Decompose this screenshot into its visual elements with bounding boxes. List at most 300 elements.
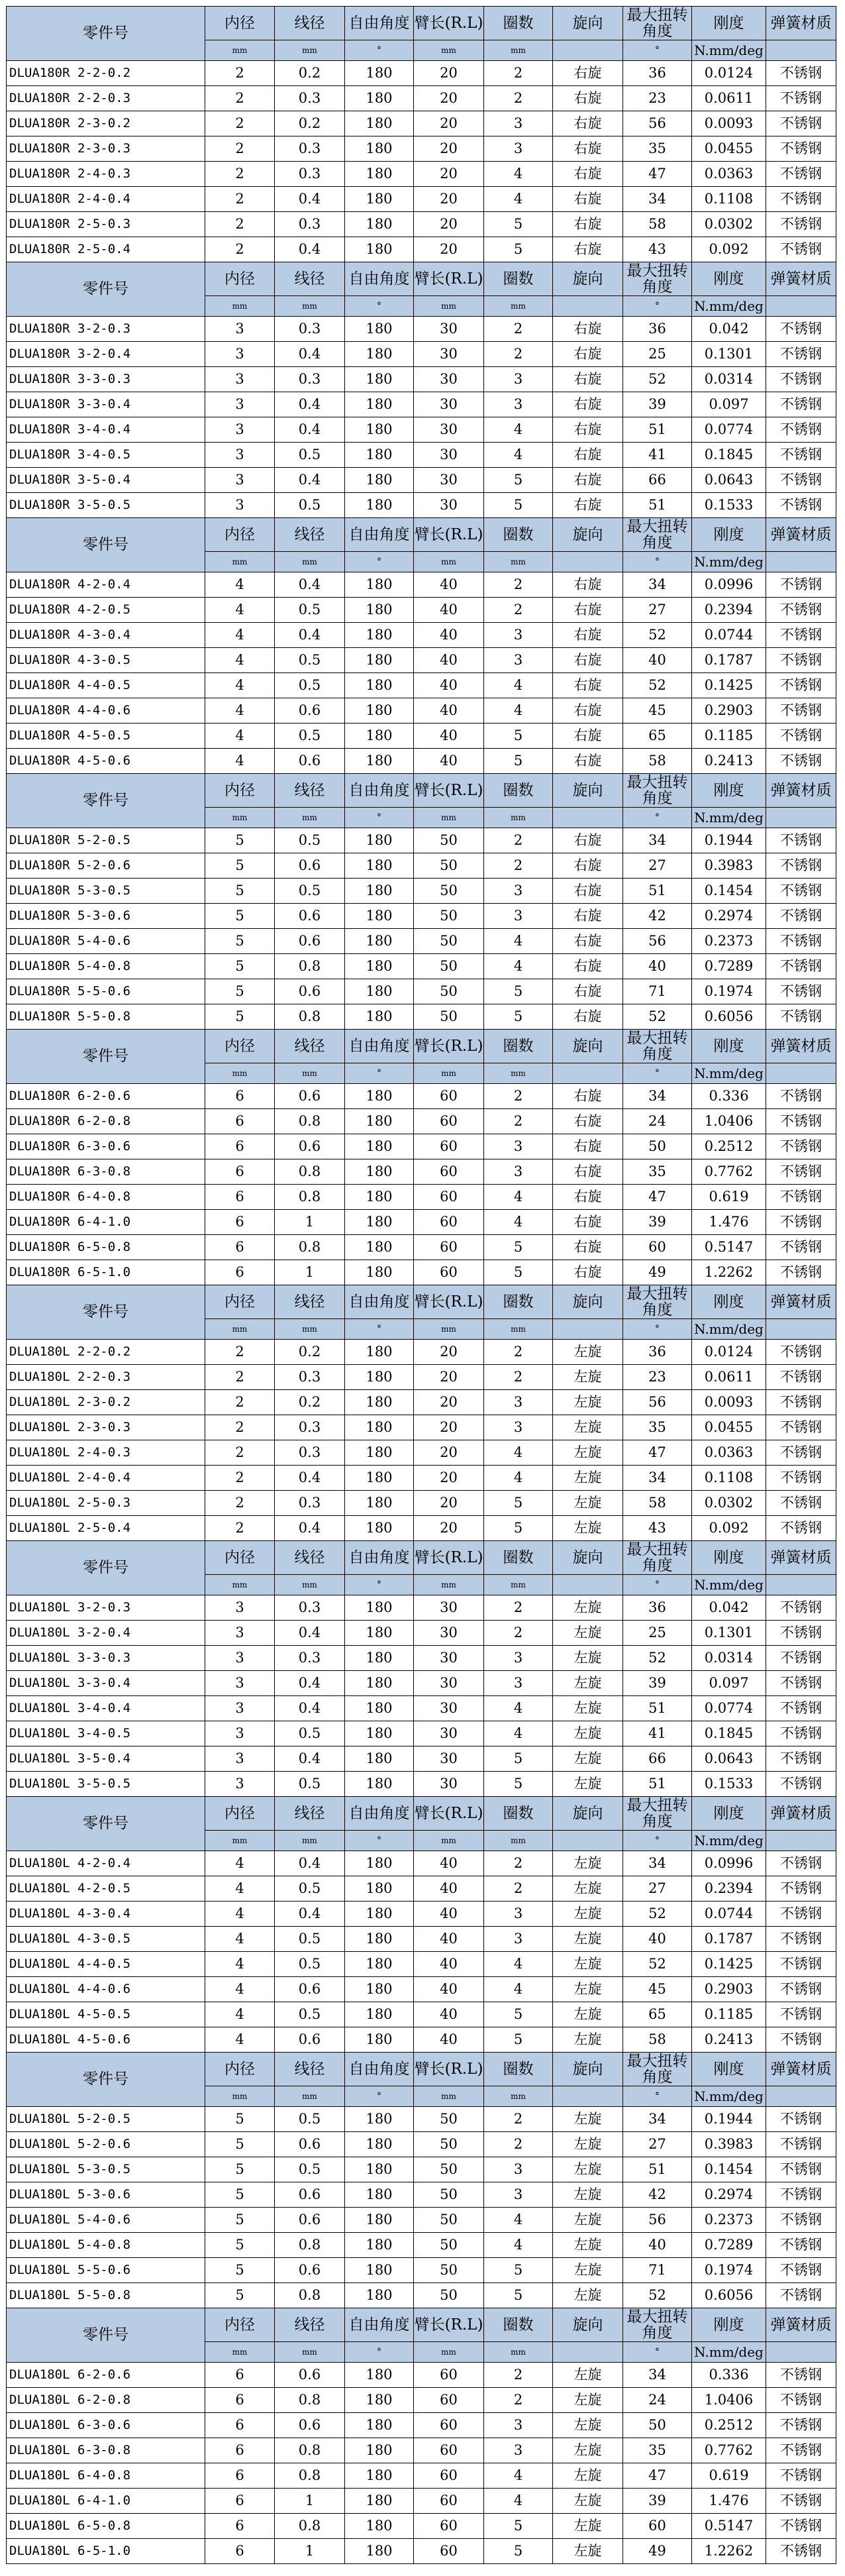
table-row: [7, 2182, 836, 2208]
cell-max-torsion-angle: 42: [623, 2182, 692, 2208]
cell-stiffness: 0.0455: [692, 1415, 766, 1440]
cell-direction: 右旋: [553, 417, 623, 443]
cell-direction: 左旋: [553, 1415, 623, 1440]
cell-wire-dia: 0.8: [275, 2438, 345, 2463]
cell-coils: 5: [484, 212, 553, 237]
cell-stiffness: 0.0093: [692, 1390, 766, 1415]
unit-stiffness: N.mm/deg: [692, 40, 766, 61]
table-row: [7, 1876, 836, 1902]
cell-wire-dia: 0.5: [275, 598, 345, 623]
cell-max-torsion-angle: 49: [623, 2539, 692, 2564]
table-row: [7, 2489, 836, 2514]
cell-wire-dia: 0.4: [275, 417, 345, 443]
cell-direction: 左旋: [553, 1671, 623, 1696]
cell-free-angle: 180: [345, 2489, 414, 2514]
cell-wire-dia: 0.4: [275, 1621, 345, 1646]
cell-inner-dia: 2: [205, 1466, 275, 1491]
cell-direction: 左旋: [553, 2002, 623, 2027]
cell-free-angle: 180: [345, 2233, 414, 2258]
header-row: [7, 1285, 836, 1319]
cell-material: 不锈钢: [766, 1260, 836, 1285]
table-row: [7, 2514, 836, 2539]
header-direction: 旋向: [553, 1797, 623, 1831]
cell-arm-length: 50: [414, 979, 484, 1004]
cell-inner-dia: 2: [205, 1365, 275, 1390]
cell-stiffness: 0.7762: [692, 2438, 766, 2463]
header-arm-length: 臂长(R.L): [414, 1797, 484, 1831]
unit-stiffness: N.mm/deg: [692, 1063, 766, 1084]
cell-stiffness: 0.2512: [692, 2413, 766, 2438]
cell-part-no: DLUA180R 5-2-0.5: [7, 828, 205, 853]
cell-max-torsion-angle: 71: [623, 979, 692, 1004]
cell-direction: 右旋: [553, 828, 623, 853]
cell-part-no: DLUA180R 6-4-0.8: [7, 1185, 205, 1210]
cell-stiffness: 0.0611: [692, 86, 766, 111]
cell-wire-dia: 0.5: [275, 828, 345, 853]
cell-direction: 左旋: [553, 1876, 623, 1902]
cell-inner-dia: 3: [205, 1671, 275, 1696]
cell-material: 不锈钢: [766, 1621, 836, 1646]
cell-part-no: DLUA180R 3-3-0.4: [7, 392, 205, 417]
cell-stiffness: 1.0406: [692, 1109, 766, 1134]
cell-free-angle: 180: [345, 1415, 414, 1440]
cell-arm-length: 20: [414, 1466, 484, 1491]
unit-direction: [553, 808, 623, 828]
cell-max-torsion-angle: 71: [623, 2258, 692, 2283]
cell-arm-length: 50: [414, 2157, 484, 2182]
cell-free-angle: 180: [345, 417, 414, 443]
cell-direction: 左旋: [553, 2132, 623, 2157]
cell-max-torsion-angle: 35: [623, 136, 692, 162]
unit-direction: [553, 1831, 623, 1851]
cell-material: 不锈钢: [766, 2463, 836, 2489]
cell-part-no: DLUA180R 4-5-0.5: [7, 724, 205, 749]
cell-stiffness: 0.1108: [692, 187, 766, 212]
cell-part-no: DLUA180L 4-3-0.4: [7, 1902, 205, 1927]
unit-coils: mm: [484, 1575, 553, 1595]
table-row: [7, 2539, 836, 2564]
cell-direction: 左旋: [553, 1340, 623, 1365]
cell-arm-length: 30: [414, 1671, 484, 1696]
cell-stiffness: 0.092: [692, 237, 766, 262]
cell-max-torsion-angle: 56: [623, 929, 692, 954]
cell-coils: 3: [484, 1902, 553, 1927]
cell-direction: 左旋: [553, 1516, 623, 1541]
cell-stiffness: 0.1944: [692, 2107, 766, 2132]
cell-wire-dia: 0.6: [275, 1084, 345, 1109]
cell-max-torsion-angle: 56: [623, 111, 692, 136]
unit-coils: mm: [484, 808, 553, 828]
cell-part-no: DLUA180L 4-3-0.5: [7, 1927, 205, 1952]
cell-max-torsion-angle: 36: [623, 61, 692, 86]
header-direction: 旋向: [553, 7, 623, 40]
cell-max-torsion-angle: 36: [623, 317, 692, 342]
cell-inner-dia: 5: [205, 2258, 275, 2283]
cell-direction: 左旋: [553, 1440, 623, 1466]
table-row: [7, 879, 836, 904]
cell-wire-dia: 0.3: [275, 1440, 345, 1466]
cell-material: 不锈钢: [766, 2027, 836, 2053]
cell-part-no: DLUA180L 2-4-0.4: [7, 1466, 205, 1491]
cell-max-torsion-angle: 66: [623, 1746, 692, 1772]
cell-inner-dia: 4: [205, 648, 275, 673]
table-row: [7, 2463, 836, 2489]
cell-inner-dia: 6: [205, 2489, 275, 2514]
cell-free-angle: 180: [345, 1595, 414, 1621]
unit-arm-length: mm: [414, 40, 484, 61]
cell-max-torsion-angle: 39: [623, 1671, 692, 1696]
table-row: [7, 698, 836, 724]
cell-inner-dia: 2: [205, 1440, 275, 1466]
cell-material: 不锈钢: [766, 392, 836, 417]
cell-part-no: DLUA180R 4-5-0.6: [7, 749, 205, 774]
cell-wire-dia: 0.8: [275, 2388, 345, 2413]
cell-part-no: DLUA180L 4-2-0.4: [7, 1851, 205, 1876]
cell-part-no: DLUA180L 5-5-0.8: [7, 2283, 205, 2308]
unit-material: [766, 40, 836, 61]
unit-wire-dia: mm: [275, 808, 345, 828]
header-max-torsion-angle: 最大扭转角度: [623, 2308, 692, 2342]
cell-arm-length: 30: [414, 468, 484, 493]
cell-coils: 5: [484, 2027, 553, 2053]
header-part-no: 零件号: [7, 1541, 205, 1595]
unit-arm-length: mm: [414, 1063, 484, 1084]
cell-inner-dia: 5: [205, 2208, 275, 2233]
cell-inner-dia: 5: [205, 979, 275, 1004]
cell-free-angle: 180: [345, 598, 414, 623]
cell-arm-length: 20: [414, 1390, 484, 1415]
cell-direction: 右旋: [553, 237, 623, 262]
cell-direction: 左旋: [553, 1646, 623, 1671]
cell-coils: 3: [484, 2182, 553, 2208]
cell-coils: 2: [484, 1109, 553, 1134]
cell-direction: 左旋: [553, 2182, 623, 2208]
cell-free-angle: 180: [345, 1134, 414, 1159]
cell-max-torsion-angle: 51: [623, 879, 692, 904]
cell-part-no: DLUA180R 2-3-0.2: [7, 111, 205, 136]
table-row: [7, 2027, 836, 2053]
header-inner-dia: 内径: [205, 1797, 275, 1831]
cell-wire-dia: 0.5: [275, 493, 345, 518]
cell-stiffness: 0.0124: [692, 61, 766, 86]
cell-max-torsion-angle: 45: [623, 698, 692, 724]
cell-free-angle: 180: [345, 698, 414, 724]
header-inner-dia: 内径: [205, 518, 275, 552]
cell-wire-dia: 0.6: [275, 749, 345, 774]
cell-stiffness: 0.0996: [692, 1851, 766, 1876]
cell-free-angle: 180: [345, 2107, 414, 2132]
cell-coils: 2: [484, 2363, 553, 2388]
table-row: [7, 111, 836, 136]
cell-inner-dia: 5: [205, 853, 275, 879]
cell-material: 不锈钢: [766, 1134, 836, 1159]
cell-part-no: DLUA180L 6-5-1.0: [7, 2539, 205, 2564]
cell-free-angle: 180: [345, 1390, 414, 1415]
cell-stiffness: 0.5147: [692, 2514, 766, 2539]
cell-coils: 2: [484, 1595, 553, 1621]
cell-arm-length: 60: [414, 2489, 484, 2514]
cell-inner-dia: 6: [205, 2514, 275, 2539]
cell-wire-dia: 0.3: [275, 1415, 345, 1440]
header-part-no: 零件号: [7, 7, 205, 61]
cell-max-torsion-angle: 43: [623, 1516, 692, 1541]
cell-part-no: DLUA180R 3-4-0.4: [7, 417, 205, 443]
cell-wire-dia: 0.8: [275, 2283, 345, 2308]
unit-max-torsion-angle: °: [623, 1575, 692, 1595]
unit-coils: mm: [484, 1831, 553, 1851]
cell-stiffness: 0.0124: [692, 1340, 766, 1365]
unit-stiffness: N.mm/deg: [692, 552, 766, 572]
cell-part-no: DLUA180R 5-5-0.8: [7, 1004, 205, 1030]
unit-direction: [553, 2086, 623, 2107]
table-row: [7, 162, 836, 187]
cell-stiffness: 0.092: [692, 1516, 766, 1541]
cell-arm-length: 20: [414, 162, 484, 187]
header-max-torsion-angle: 最大扭转角度: [623, 1797, 692, 1831]
cell-direction: 右旋: [553, 187, 623, 212]
cell-arm-length: 50: [414, 2258, 484, 2283]
cell-coils: 2: [484, 853, 553, 879]
cell-part-no: DLUA180R 5-2-0.6: [7, 853, 205, 879]
cell-coils: 2: [484, 1340, 553, 1365]
cell-direction: 左旋: [553, 1621, 623, 1646]
cell-arm-length: 30: [414, 317, 484, 342]
cell-wire-dia: 0.3: [275, 86, 345, 111]
cell-wire-dia: 0.6: [275, 698, 345, 724]
cell-coils: 3: [484, 111, 553, 136]
header-coils: 圈数: [484, 1285, 553, 1319]
cell-free-angle: 180: [345, 2182, 414, 2208]
cell-wire-dia: 1: [275, 2489, 345, 2514]
cell-wire-dia: 0.5: [275, 2157, 345, 2182]
cell-arm-length: 20: [414, 1440, 484, 1466]
cell-coils: 5: [484, 1260, 553, 1285]
unit-wire-dia: mm: [275, 40, 345, 61]
cell-free-angle: 180: [345, 929, 414, 954]
cell-max-torsion-angle: 23: [623, 86, 692, 111]
table-row: [7, 1390, 836, 1415]
spring-spec-table: [6, 6, 836, 2564]
cell-stiffness: 0.1301: [692, 342, 766, 367]
table-row: [7, 417, 836, 443]
cell-wire-dia: 0.5: [275, 724, 345, 749]
cell-material: 不锈钢: [766, 724, 836, 749]
table-row: [7, 1772, 836, 1797]
cell-inner-dia: 6: [205, 2363, 275, 2388]
cell-stiffness: 0.336: [692, 1084, 766, 1109]
cell-max-torsion-angle: 27: [623, 2132, 692, 2157]
unit-stiffness: N.mm/deg: [692, 1319, 766, 1340]
table-row: [7, 2208, 836, 2233]
cell-wire-dia: 0.3: [275, 367, 345, 392]
cell-coils: 4: [484, 2208, 553, 2233]
cell-coils: 4: [484, 1952, 553, 1977]
cell-max-torsion-angle: 47: [623, 1440, 692, 1466]
cell-free-angle: 180: [345, 2002, 414, 2027]
header-max-torsion-angle: 最大扭转角度: [623, 7, 692, 40]
cell-stiffness: 0.1185: [692, 2002, 766, 2027]
cell-part-no: DLUA180R 5-3-0.6: [7, 904, 205, 929]
unit-inner-dia: mm: [205, 808, 275, 828]
cell-arm-length: 60: [414, 1109, 484, 1134]
cell-wire-dia: 0.6: [275, 1977, 345, 2002]
cell-max-torsion-angle: 52: [623, 2283, 692, 2308]
cell-wire-dia: 0.2: [275, 61, 345, 86]
cell-free-angle: 180: [345, 1876, 414, 1902]
cell-max-torsion-angle: 47: [623, 2463, 692, 2489]
unit-material: [766, 1575, 836, 1595]
header-arm-length: 臂长(R.L): [414, 1541, 484, 1575]
cell-material: 不锈钢: [766, 979, 836, 1004]
cell-inner-dia: 4: [205, 1876, 275, 1902]
cell-direction: 右旋: [553, 1260, 623, 1285]
header-coils: 圈数: [484, 518, 553, 552]
cell-arm-length: 40: [414, 724, 484, 749]
cell-max-torsion-angle: 56: [623, 2208, 692, 2233]
table-row: [7, 904, 836, 929]
header-free-angle: 自由角度: [345, 262, 414, 296]
cell-material: 不锈钢: [766, 1851, 836, 1876]
cell-free-angle: 180: [345, 673, 414, 698]
cell-arm-length: 30: [414, 342, 484, 367]
cell-max-torsion-angle: 34: [623, 2107, 692, 2132]
cell-stiffness: 0.0774: [692, 1696, 766, 1721]
cell-arm-length: 50: [414, 2182, 484, 2208]
cell-wire-dia: 0.6: [275, 1134, 345, 1159]
cell-part-no: DLUA180R 6-2-0.6: [7, 1084, 205, 1109]
cell-inner-dia: 2: [205, 1390, 275, 1415]
cell-material: 不锈钢: [766, 2182, 836, 2208]
cell-part-no: DLUA180R 6-2-0.8: [7, 1109, 205, 1134]
cell-arm-length: 40: [414, 698, 484, 724]
header-stiffness: 刚度: [692, 1285, 766, 1319]
cell-coils: 3: [484, 2157, 553, 2182]
header-arm-length: 臂长(R.L): [414, 262, 484, 296]
cell-part-no: DLUA180L 5-2-0.6: [7, 2132, 205, 2157]
cell-coils: 2: [484, 1621, 553, 1646]
cell-wire-dia: 0.6: [275, 929, 345, 954]
cell-free-angle: 180: [345, 443, 414, 468]
cell-max-torsion-angle: 40: [623, 1927, 692, 1952]
cell-wire-dia: 0.5: [275, 2107, 345, 2132]
cell-stiffness: 0.1533: [692, 1772, 766, 1797]
cell-arm-length: 30: [414, 417, 484, 443]
cell-part-no: DLUA180R 6-3-0.8: [7, 1159, 205, 1185]
cell-stiffness: 0.1787: [692, 648, 766, 673]
cell-stiffness: 0.1425: [692, 673, 766, 698]
cell-arm-length: 50: [414, 828, 484, 853]
cell-max-torsion-angle: 39: [623, 1210, 692, 1235]
cell-wire-dia: 0.4: [275, 1466, 345, 1491]
table-row: [7, 2157, 836, 2182]
cell-part-no: DLUA180L 3-2-0.3: [7, 1595, 205, 1621]
header-material: 弹簧材质: [766, 262, 836, 296]
header-part-no: 零件号: [7, 2308, 205, 2363]
cell-direction: 右旋: [553, 1134, 623, 1159]
cell-free-angle: 180: [345, 2258, 414, 2283]
cell-coils: 5: [484, 1235, 553, 1260]
header-row: [7, 1541, 836, 1575]
cell-free-angle: 180: [345, 1952, 414, 1977]
cell-free-angle: 180: [345, 342, 414, 367]
cell-free-angle: 180: [345, 1084, 414, 1109]
cell-arm-length: 30: [414, 1721, 484, 1746]
table-row: [7, 828, 836, 853]
cell-arm-length: 20: [414, 61, 484, 86]
header-material: 弹簧材质: [766, 2308, 836, 2342]
cell-max-torsion-angle: 52: [623, 623, 692, 648]
table-row: [7, 317, 836, 342]
cell-part-no: DLUA180R 5-4-0.8: [7, 954, 205, 979]
cell-part-no: DLUA180L 3-4-0.5: [7, 1721, 205, 1746]
cell-part-no: DLUA180L 6-2-0.8: [7, 2388, 205, 2413]
cell-max-torsion-angle: 51: [623, 493, 692, 518]
cell-part-no: DLUA180L 3-3-0.3: [7, 1646, 205, 1671]
cell-direction: 左旋: [553, 1466, 623, 1491]
cell-wire-dia: 0.4: [275, 572, 345, 598]
cell-max-torsion-angle: 45: [623, 1977, 692, 2002]
cell-stiffness: 0.2974: [692, 904, 766, 929]
cell-stiffness: 0.2512: [692, 1134, 766, 1159]
cell-max-torsion-angle: 40: [623, 648, 692, 673]
cell-part-no: DLUA180L 3-5-0.4: [7, 1746, 205, 1772]
cell-arm-length: 50: [414, 853, 484, 879]
cell-inner-dia: 6: [205, 2539, 275, 2564]
cell-direction: 右旋: [553, 61, 623, 86]
cell-coils: 5: [484, 724, 553, 749]
cell-max-torsion-angle: 49: [623, 1260, 692, 1285]
unit-free-angle: °: [345, 552, 414, 572]
cell-inner-dia: 4: [205, 1952, 275, 1977]
cell-direction: 左旋: [553, 1696, 623, 1721]
cell-inner-dia: 5: [205, 2107, 275, 2132]
header-stiffness: 刚度: [692, 2308, 766, 2342]
cell-direction: 右旋: [553, 1185, 623, 1210]
unit-arm-length: mm: [414, 296, 484, 317]
cell-arm-length: 50: [414, 2107, 484, 2132]
header-coils: 圈数: [484, 2053, 553, 2086]
cell-max-torsion-angle: 58: [623, 212, 692, 237]
table-row: [7, 2438, 836, 2463]
cell-wire-dia: 0.6: [275, 2132, 345, 2157]
cell-direction: 左旋: [553, 1772, 623, 1797]
cell-direction: 左旋: [553, 2107, 623, 2132]
cell-part-no: DLUA180L 3-3-0.4: [7, 1671, 205, 1696]
cell-coils: 4: [484, 2233, 553, 2258]
cell-inner-dia: 4: [205, 1851, 275, 1876]
unit-free-angle: °: [345, 2342, 414, 2363]
cell-material: 不锈钢: [766, 136, 836, 162]
cell-max-torsion-angle: 34: [623, 828, 692, 853]
cell-inner-dia: 2: [205, 237, 275, 262]
cell-part-no: DLUA180R 4-4-0.5: [7, 673, 205, 698]
cell-material: 不锈钢: [766, 2107, 836, 2132]
cell-direction: 右旋: [553, 929, 623, 954]
cell-direction: 右旋: [553, 979, 623, 1004]
cell-max-torsion-angle: 35: [623, 1159, 692, 1185]
cell-max-torsion-angle: 36: [623, 1340, 692, 1365]
cell-inner-dia: 5: [205, 904, 275, 929]
cell-stiffness: 0.336: [692, 2363, 766, 2388]
table-row: [7, 598, 836, 623]
cell-material: 不锈钢: [766, 342, 836, 367]
cell-direction: 右旋: [553, 86, 623, 111]
cell-stiffness: 0.6056: [692, 2283, 766, 2308]
cell-arm-length: 20: [414, 111, 484, 136]
cell-max-torsion-angle: 58: [623, 1491, 692, 1516]
cell-stiffness: 0.1454: [692, 879, 766, 904]
unit-inner-dia: mm: [205, 1063, 275, 1084]
